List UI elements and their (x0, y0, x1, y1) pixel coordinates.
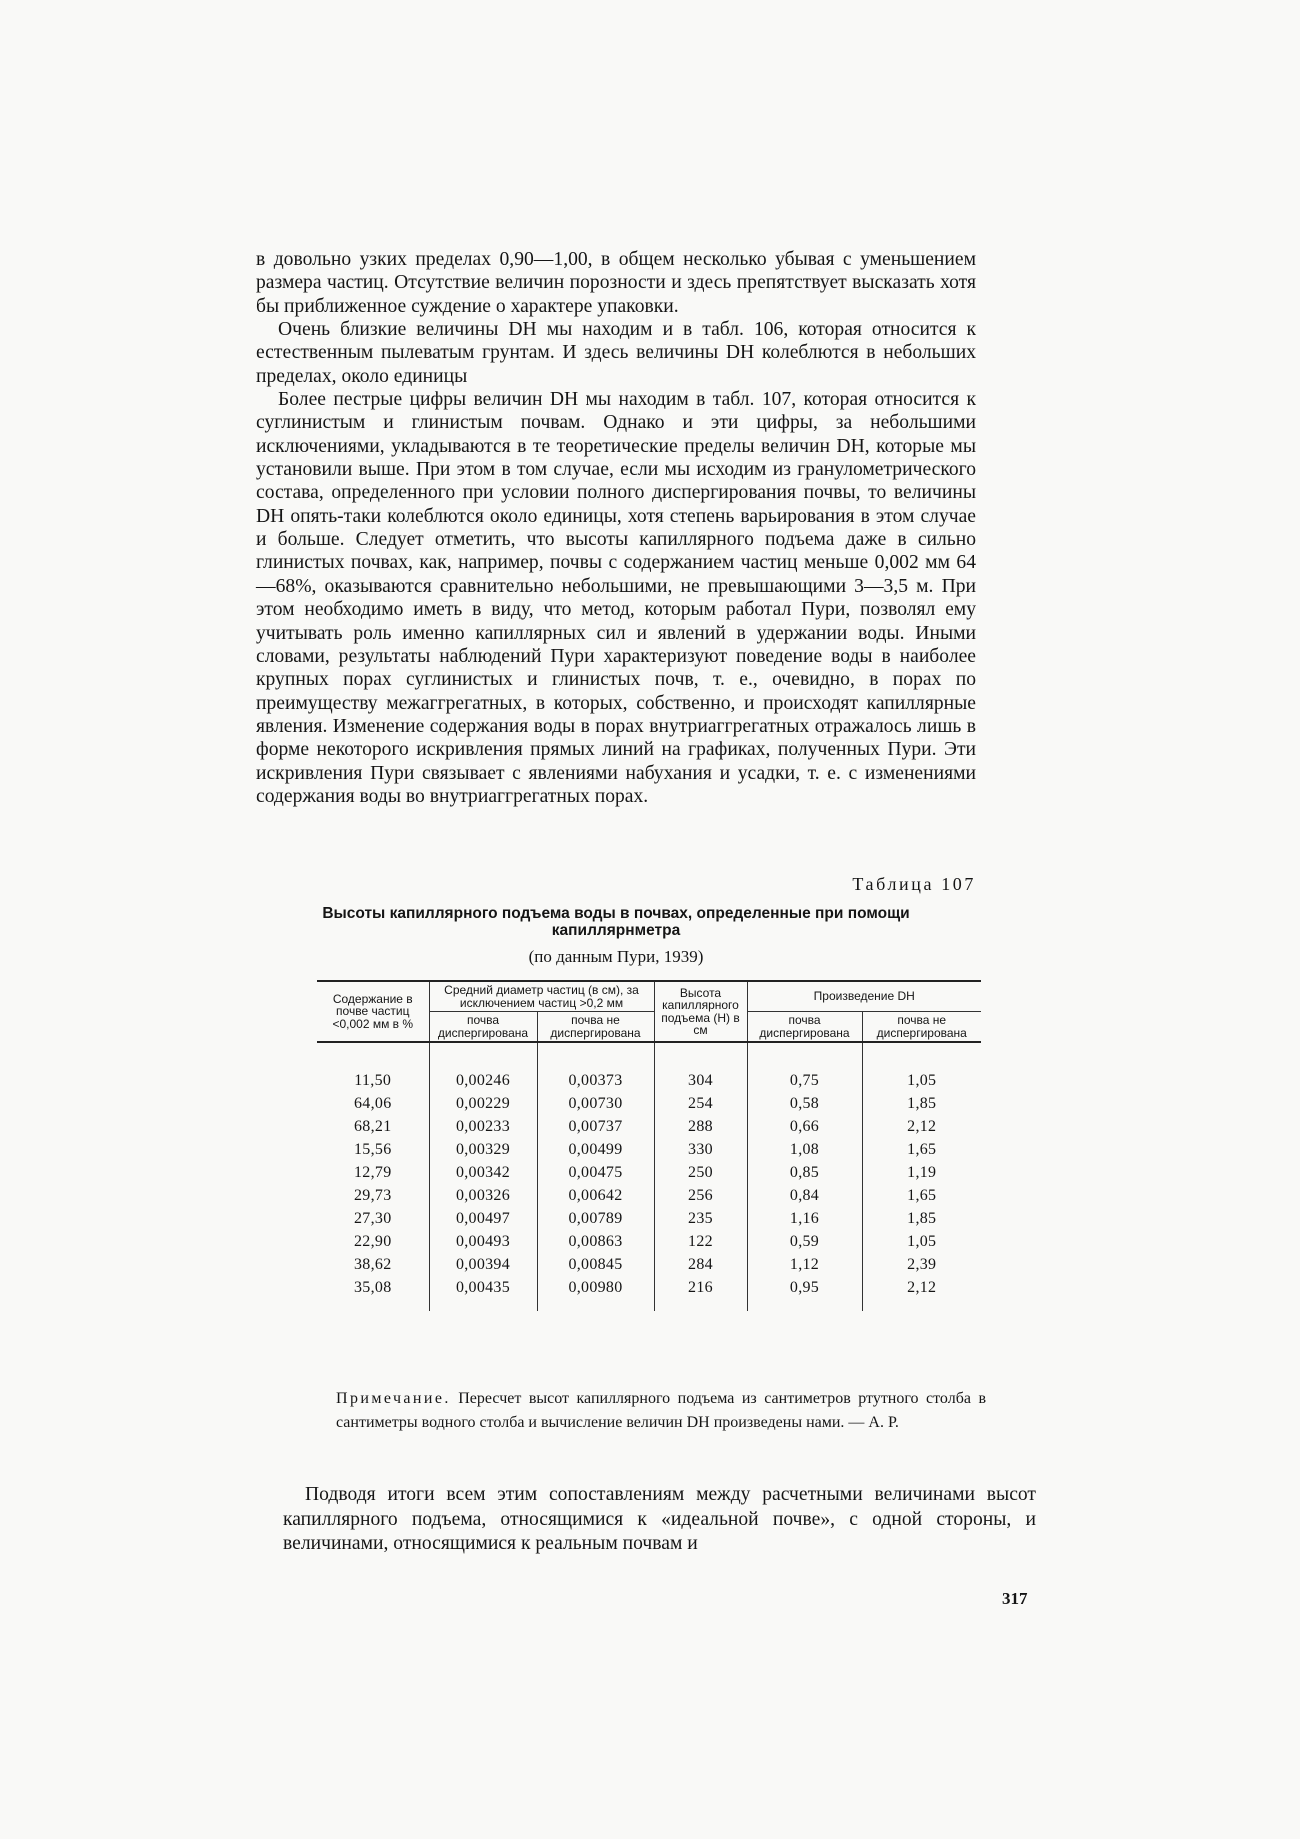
table-cell: 1,05 (862, 1069, 981, 1092)
table-cell: 0,85 (747, 1161, 862, 1184)
table-cell: 1,19 (862, 1161, 981, 1184)
note-text: Пересчет высот капиллярного подъема из сантиметров ртутного столба в сантиметры водного столба и вычисление величин DH произведены нами. — А. Р. (336, 1390, 987, 1431)
table-cell: 0,75 (747, 1069, 862, 1092)
table-cell: 1,65 (862, 1184, 981, 1207)
table-cell: 15,56 (354, 1140, 392, 1158)
table-cell: 2,12 (862, 1115, 981, 1138)
page-number: 317 (1002, 1589, 1028, 1608)
paragraph-3: Более пестрые цифры величин DH мы находим в табл. 107, которая относится к суглинистым и глинистым почвам. Однако и эти цифры, за небольшими исключениями, укладываются в те теоретические пределы величин DH, которые мы установили выше. При этом в том случае, если мы исходим из гранулометрического состава, определенного при условии полного диспергирования почвы, то величины DH опять-таки колеблются около единицы, хотя степень варьирования в этом случае и больше. Следует отметить, что высоты капиллярного подъема даже в сильно глинистых почвах, как, например, почвы с содержанием частиц меньше 0,002 мм 64—68%, оказываются сравнительно небольшими, не превышающими 3—3,5 м. При этом необходимо иметь в виду, что метод, которым работал Пури, позволял ему учитывать роль именно капиллярных сил и явлений в удержании воды. Иными словами, результаты наблюдений Пури характеризуют поведение воды в наиболее крупных порах суглинистых и глинистых почв, т. е., очевидно, в порах по преимуществу межаггрегатных, в которых, собственно, и происходят капиллярные явления. Изменение содержания воды в порах внутриаггрегатных отражалось лишь в форме некоторого искривления прямых линий на графиках, полученных Пури. Эти искривления Пури связывает с явлениями набухания и усадки, т. е. с изменениями содержания воды во внутриаггрегатных порах. (256, 389, 976, 807)
table-label: Таблица 107 (852, 874, 976, 894)
table-row (317, 1207, 981, 1230)
table-row (317, 1092, 981, 1115)
table-cell: 0,84 (747, 1184, 862, 1207)
table-row (317, 1138, 981, 1161)
table-cell: 330 (654, 1138, 747, 1161)
table-cell: 0,00342 (429, 1161, 537, 1184)
table-cell: 22,90 (354, 1232, 392, 1250)
table-cell: 284 (654, 1253, 747, 1276)
table-cell: 0,00730 (537, 1092, 654, 1115)
table-cell: 304 (654, 1069, 747, 1092)
header-product: Произведение DH (747, 981, 981, 1012)
paragraph-1: в довольно узких пределах 0,90—1,00, в общем несколько убывая с уменьшением размера частиц. Отсутствие величин порозности и здесь препятствует высказать хотя бы приближенное суждение о характере упаковки. (256, 249, 976, 317)
table-cell: 0,00980 (537, 1276, 654, 1299)
paragraph-2: Очень близкие величины DH мы находим и в табл. 106, которая относится к естественным пылеватым грунтам. И здесь величины DH колеблются в небольших пределах, около единицы (256, 319, 976, 387)
table-cell: 0,00863 (537, 1230, 654, 1253)
table-cell: 64,06 (354, 1094, 392, 1112)
table-cell: 68,21 (354, 1117, 392, 1135)
table-cell: 256 (654, 1184, 747, 1207)
table-row (317, 1253, 981, 1276)
table-cell: 1,12 (747, 1253, 862, 1276)
table-cell: 0,00326 (429, 1184, 537, 1207)
table-cell: 0,00233 (429, 1115, 537, 1138)
table-cell: 0,00475 (537, 1161, 654, 1184)
table-cell: 29,73 (354, 1186, 392, 1204)
table-cell: 11,50 (354, 1071, 392, 1089)
table-cell: 2,39 (862, 1253, 981, 1276)
table-cell: 38,62 (354, 1255, 392, 1273)
table-row (317, 1184, 981, 1207)
table-cell: 35,08 (354, 1278, 392, 1296)
table-source: (по данным Пури, 1939) (528, 947, 704, 966)
table-cell: 0,66 (747, 1115, 862, 1138)
table-cell: 0,00789 (537, 1207, 654, 1230)
table-cell: 0,00229 (429, 1092, 537, 1115)
table-cell: 0,00493 (429, 1230, 537, 1253)
table-caption (256, 874, 976, 967)
table-cell: 1,16 (747, 1207, 862, 1230)
table-cell: 12,79 (354, 1163, 392, 1181)
table-row (317, 1115, 981, 1138)
table-title: Высоты капиллярного подъема воды в почвах, определенные при помощи капиллярнметра (322, 905, 910, 939)
note-label: Примечание. (336, 1390, 451, 1407)
closing-paragraph: Подводя итоги всем этим сопоставлениям между расчетными величинами высот капиллярного подъема, относящимися к «идеальной почве», с одной стороны, и величинами, относящимися к реальным почвам и (283, 1484, 1036, 1554)
table-cell: 0,95 (747, 1276, 862, 1299)
table-cell: 27,30 (354, 1209, 392, 1227)
table-cell: 216 (654, 1276, 747, 1299)
table-cell: 0,00329 (429, 1138, 537, 1161)
table-cell: 235 (654, 1207, 747, 1230)
table-cell: 1,05 (862, 1230, 981, 1253)
table-cell: 0,00642 (537, 1184, 654, 1207)
table-row (317, 1161, 981, 1184)
table-cell: 0,00246 (429, 1069, 537, 1092)
table-cell: 0,00499 (537, 1138, 654, 1161)
table-body (317, 1042, 981, 1311)
table-row (317, 1230, 981, 1253)
table-cell: 0,00373 (537, 1069, 654, 1092)
table-cell: 2,12 (862, 1276, 981, 1299)
data-table (317, 980, 981, 1311)
table-cell: 122 (654, 1230, 747, 1253)
table-cell: 0,00394 (429, 1253, 537, 1276)
header-content: Содержание в почве частиц <0,002 мм в % (317, 981, 429, 1042)
header-diameter-dispersed: почва диспергирована (429, 1012, 537, 1043)
table-cell: 0,58 (747, 1092, 862, 1115)
table-cell: 1,65 (862, 1138, 981, 1161)
header-product-dispersed: почва диспергирована (747, 1012, 862, 1043)
table-cell: 1,85 (862, 1207, 981, 1230)
table-cell: 0,00497 (429, 1207, 537, 1230)
header-diameter: Средний диаметр частиц (в см), за исключением частиц >0,2 мм (429, 981, 654, 1012)
table-cell: 0,00845 (537, 1253, 654, 1276)
table-cell: 1,08 (747, 1138, 862, 1161)
table-cell: 0,00435 (429, 1276, 537, 1299)
table-cell: 0,59 (747, 1230, 862, 1253)
header-product-not-dispersed: почва не диспергирована (862, 1012, 981, 1043)
header-diameter-not-dispersed: почва не диспергирована (537, 1012, 654, 1043)
table-cell: 288 (654, 1115, 747, 1138)
table-note (336, 1387, 986, 1435)
table-cell: 250 (654, 1161, 747, 1184)
table-row (317, 1276, 981, 1299)
body-text (256, 248, 976, 808)
table-cell: 0,00737 (537, 1115, 654, 1138)
table-cell: 254 (654, 1092, 747, 1115)
table-cell: 1,85 (862, 1092, 981, 1115)
header-height: Высота капиллярного подъема (H) в см (654, 981, 747, 1042)
table-row (317, 1069, 981, 1092)
